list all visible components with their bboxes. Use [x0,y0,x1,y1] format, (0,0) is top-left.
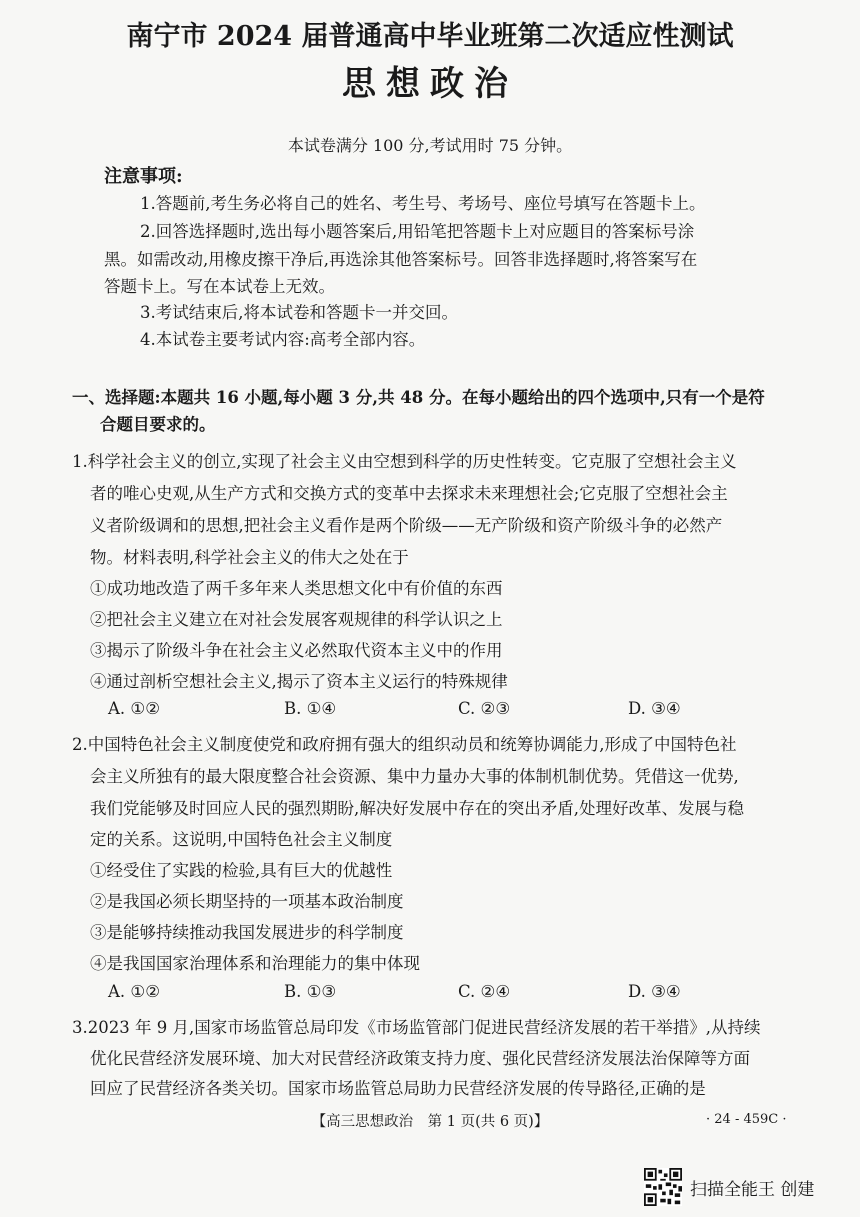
question-stem: 我们党能够及时回应人民的强烈期盼,解决好发展中存在的突出矛盾,处理好改革、发展与稳 [90,799,744,818]
option-d: D. ③④ [628,982,681,1001]
exam-title: 南宁市 2024 届普通高中毕业班第二次适应性测试 [126,21,734,52]
section-heading-cont: 合题目要求的。 [100,415,216,434]
notice-line: 2.回答选择题时,选出每小题答案后,用铅笔把答题卡上对应题目的答案标号涂 [140,222,695,241]
notice-line: 1.答题前,考生务必将自己的姓名、考生号、考场号、座位号填写在答题卡上。 [140,194,706,213]
option-d: D. ③④ [628,699,681,718]
option-a: A. ①② [108,982,160,1001]
question-stem: 者的唯心史观,从生产方式和交换方式的变革中去探求未来理想社会;它克服了空想社会主 [90,484,728,503]
option-c: C. ②④ [458,982,511,1001]
notice-line: 答题卡上。写在本试卷上无效。 [104,277,335,296]
statement-item: ②是我国必须长期坚持的一项基本政治制度 [90,892,404,911]
section-heading: 一、选择题:本题共 16 小题,每小题 3 分,共 48 分。在每小题给出的四个选项中,只有一个是符 [72,388,765,407]
question-stem: 优化民营经济发展环境、加大对民营经济政策支持力度、强化民营经济发展法治保障等方面 [90,1049,750,1068]
watermark-text: 扫描全能王 创建 [690,1179,815,1200]
exam-info: 本试卷满分 100 分,考试用时 75 分钟。 [287,136,573,155]
question-stem: 回应了民营经济各类关切。国家市场监管总局助力民营经济发展的传导路径,正确的是 [90,1079,706,1098]
statement-item: ④通过剖析空想社会主义,揭示了资本主义运行的特殊规律 [90,672,508,691]
option-c: C. ②③ [458,699,511,718]
statement-item: ①经受住了实践的检验,具有巨大的优越性 [90,861,393,880]
question-stem: 3.2023 年 9 月,国家市场监管总局印发《市场监管部门促进民营经济发展的若干举措》,从持续 [72,1018,761,1037]
notice-line: 黑。如需改动,用橡皮擦干净后,再选涂其他答案标号。回答非选择题时,将答案写在 [104,250,698,269]
subject-title: 思想政治 [342,64,518,104]
question-stem: 1.科学社会主义的创立,实现了社会主义由空想到科学的历史性转变。它克服了空想社会主义 [72,452,737,471]
statement-item: ④是我国国家治理体系和治理能力的集中体现 [90,954,420,973]
notice-heading: 注意事项: [104,166,183,187]
option-b: B. ①④ [284,699,337,718]
statement-item: ③是能够持续推动我国发展进步的科学制度 [90,923,404,942]
notice-line: 3.考试结束后,将本试卷和答题卡一并交回。 [140,303,458,322]
question-stem: 2.中国特色社会主义制度使党和政府拥有强大的组织动员和统筹协调能力,形成了中国特色社 [72,735,737,754]
statement-item: ③揭示了阶级斗争在社会主义必然取代资本主义中的作用 [90,641,503,660]
question-stem: 会主义所独有的最大限度整合社会资源、集中力量办大事的体制机制优势。凭借这一优势, [90,767,739,786]
scanner-watermark [644,1168,814,1206]
notice-line: 4.本试卷主要考试内容:高考全部内容。 [140,330,426,349]
qr-code-icon [644,1168,682,1206]
question-stem: 义者阶级调和的思想,把社会主义看作是两个阶级——无产阶级和资产阶级斗争的必然产 [90,516,723,535]
option-b: B. ①③ [284,982,337,1001]
question-stem: 物。材料表明,科学社会主义的伟大之处在于 [90,548,409,567]
statement-item: ②把社会主义建立在对社会发展客观规律的科学认识之上 [90,610,503,629]
page-footer: 【高三思想政治 第 1 页(共 6 页)】 [311,1114,549,1130]
paper-code: · 24 - 459C · [706,1112,787,1127]
option-a: A. ①② [108,699,160,718]
statement-item: ①成功地改造了两千多年来人类思想文化中有价值的东西 [90,579,503,598]
question-stem: 定的关系。这说明,中国特色社会主义制度 [90,830,393,849]
